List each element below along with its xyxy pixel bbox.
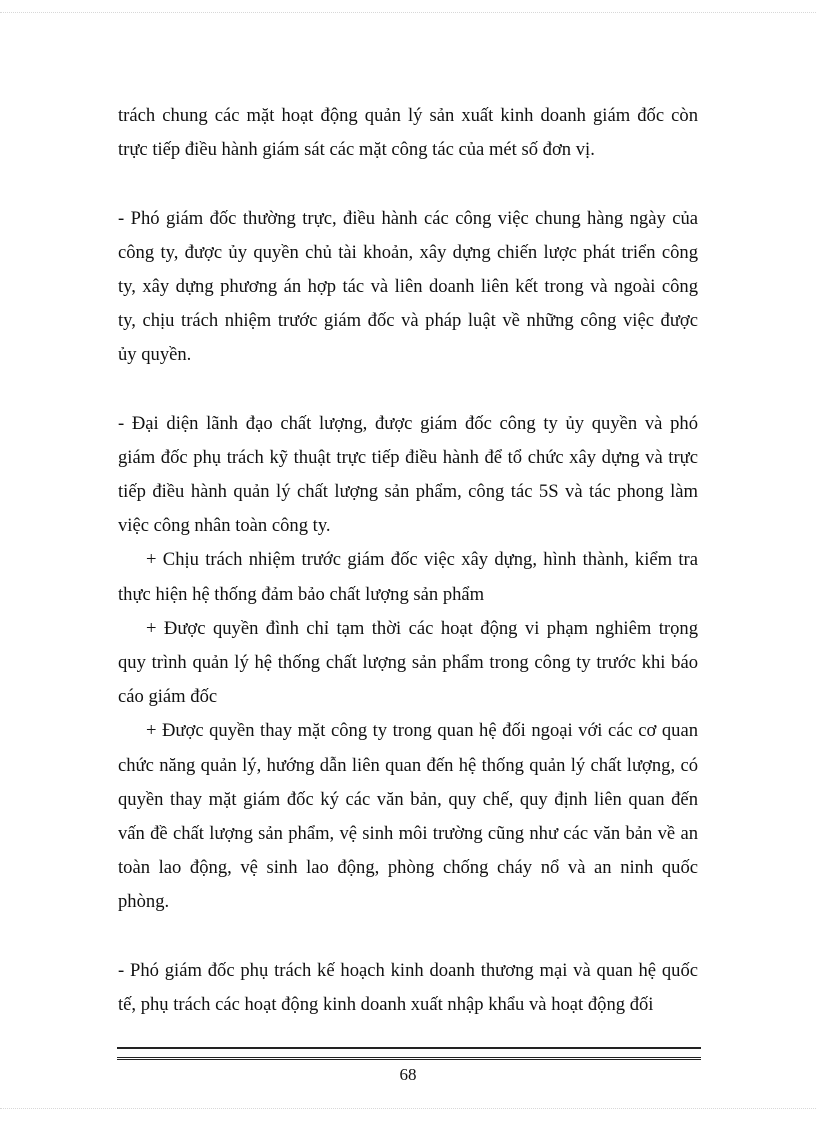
sub-item [118,714,698,919]
text-line: - Phó giám đốc thường trực, điều hành các công việc chung hàng ngày của [118,207,698,229]
paragraph [118,954,698,1022]
sub-item [118,543,698,611]
text-line: thực hiện hệ thống đảm bảo chất lượng sản phẩm [118,583,485,605]
page-number: 68 [399,1065,417,1084]
text-line: tiếp điều hành quản lý chất lượng sản phẩm, công tác 5S và tác phong làm [118,481,698,503]
sub-item [118,612,698,715]
text-line: việc công nhân toàn công ty. [118,515,331,537]
text-line: + Được quyền thay mặt công ty trong quan hệ đối ngoại với các cơ quan [146,720,698,742]
document-body [118,99,698,1022]
text-line: toàn lao động, vệ sinh lao động, phòng chống cháy nổ và an ninh quốc [118,857,698,879]
text-line: ty, chịu trách nhiệm trước giám đốc và pháp luật về những công việc được [118,310,698,332]
text-line: trực tiếp điều hành giám sát các mặt công tác của mét số đơn vị. [118,139,595,161]
text-line: + Chịu trách nhiệm trước giám đốc việc xây dựng, hình thành, kiểm tra [146,549,698,571]
text-line: chức năng quản lý, hướng dẫn liên quan đến hệ thống quản lý chất lượng, có [118,754,698,776]
paragraph [118,407,698,920]
text-line: quyền thay mặt giám đốc ký các văn bản, quy chế, quy định liên quan đến [118,788,698,810]
text-line: + Được quyền đình chỉ tạm thời các hoạt động vi phạm nghiêm trọng [146,617,698,639]
text-line: ty, xây dựng phương án hợp tác và liên doanh liên kết trong và ngoài công [118,275,698,297]
text-line: phòng. [118,891,170,913]
text-line: ủy quyền. [118,344,192,366]
paragraph [118,202,698,373]
text-line: tế, phụ trách các hoạt động kinh doanh xuất nhập khẩu và hoạt động đối [118,993,654,1015]
text-line: quy trình quản lý hệ thống chất lượng sản phẩm trong công ty trước khi báo [118,652,698,673]
text-line: giám đốc phụ trách kỹ thuật trực tiếp điều hành để tổ chức xây dựng và trực [118,446,698,468]
page-bottom-edge [0,1108,816,1123]
paragraph [118,99,698,167]
text-line: trách chung các mặt hoạt động quản lý sản xuất kinh doanh giám đốc còn [118,105,698,126]
text-line: - Phó giám đốc phụ trách kế hoạch kinh doanh thương mại và quan hệ quốc [118,959,698,981]
text-line: công ty, được ủy quyền chủ tài khoản, xây dựng chiến lược phát triển công [118,241,698,263]
footer-divider [117,1047,701,1060]
text-line: cáo giám đốc [118,686,218,708]
text-line: - Đại diện lãnh đạo chất lượng, được giám đốc công ty ủy quyền và phó [118,412,698,434]
text-line: vấn đề chất lượng sản phẩm, vệ sinh môi trường cũng như các văn bản về an [118,822,698,844]
page-top-edge [0,0,816,13]
